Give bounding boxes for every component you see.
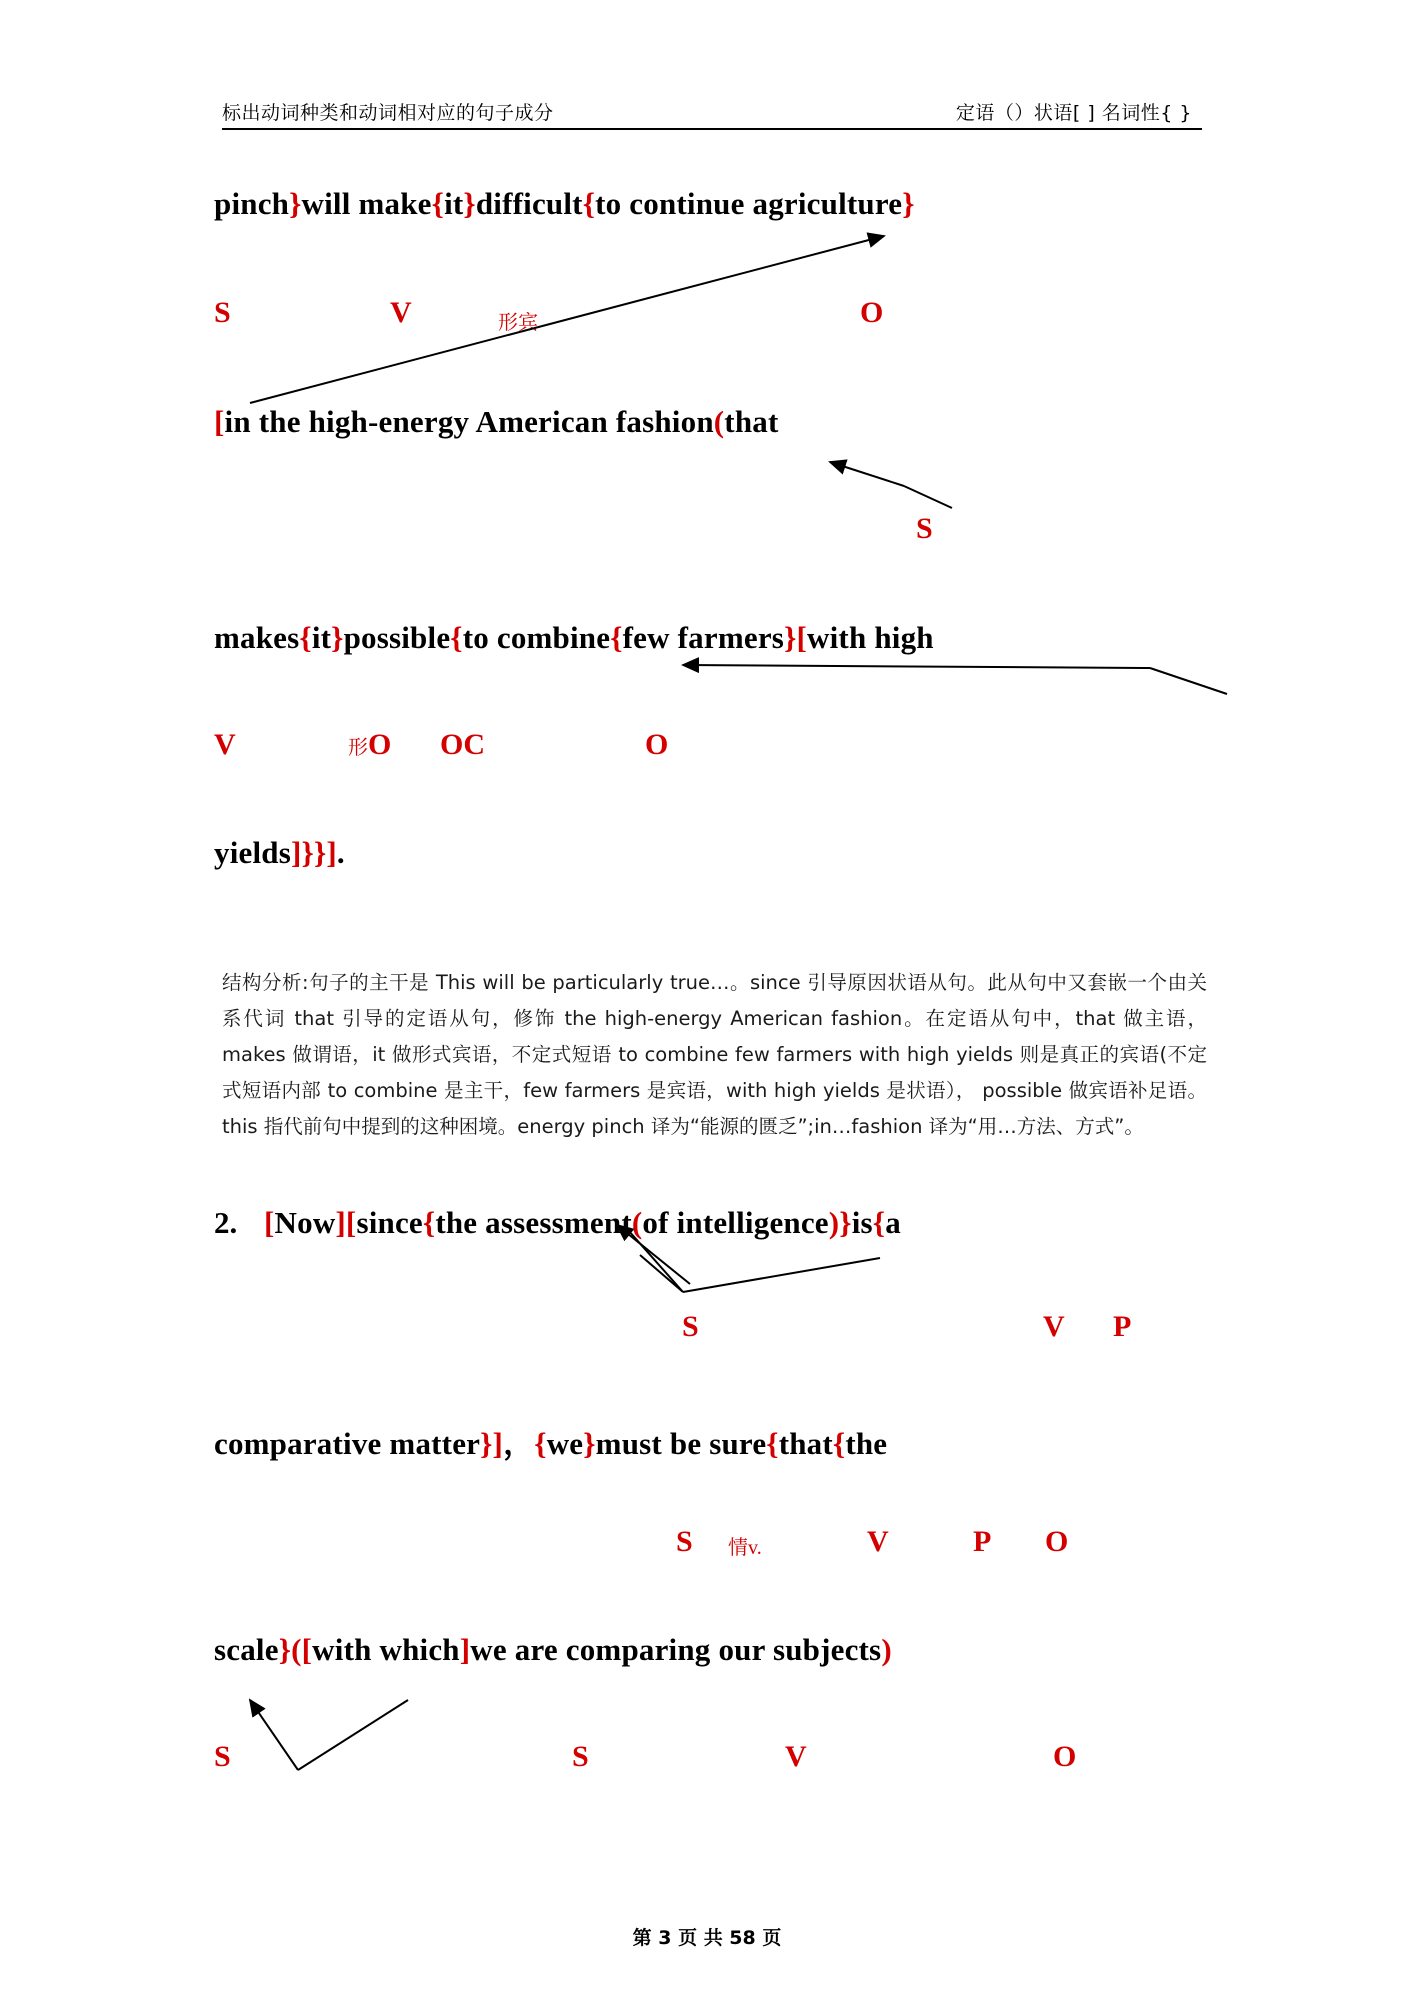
sentence2-number: 2. xyxy=(214,1205,238,1240)
sentence1-label-v: V xyxy=(390,296,412,329)
arrow-3 xyxy=(683,665,1150,668)
sentence1-label-s: S xyxy=(214,296,231,329)
structure-analysis-paragraph: 结构分析:句子的主干是 This will be particularly true…。since 引导原因状语从句。此从句中又套嵌一个由关系代词 that 引导的定语从句，修饰 the high-energy American fashion。在定语从句中，that 做主语，makes 做谓语，it 做形式宾语，不定式短语 to combine few farmers with high yields 则是真正的宾语(不定式短语内部 to combine 是主干，few farmers 是宾语，with high yields 是状语）， possible 做宾语补足语。this 指代前句中提到的这种困境。energy pinch 译为“能源的匮乏”;in…fashion 译为“用…方法、方式”。 xyxy=(222,971,1207,1138)
arrow-4-tail2 xyxy=(683,1258,880,1292)
arrow-5-tail xyxy=(298,1700,408,1770)
arrow-3-tail xyxy=(1150,668,1227,694)
sentence1-line2: [in the high-energy American fashion(that xyxy=(214,404,779,439)
sentence2-line3-label-v: V xyxy=(785,1740,807,1773)
sentence1-line3-label-v: V xyxy=(214,728,236,761)
sentence2-line1-label-v: V xyxy=(1043,1310,1065,1343)
sentence1-line2-label-s: S xyxy=(916,512,933,545)
header-divider xyxy=(222,128,1202,130)
sentence2-line2-label-qing: 情v. xyxy=(728,1535,762,1559)
arrow-4-spacer xyxy=(660,1255,700,1300)
sentence2-line1: [Now][since{the assessment(of intelligence)}is{a xyxy=(264,1205,901,1240)
arrow-1 xyxy=(250,236,884,403)
header-left-text: 标出动词种类和动词相对应的句子成分 xyxy=(222,102,554,124)
sentence1-label-xingbin: 形宾 xyxy=(498,310,538,334)
sentence2-line1-label-s: S xyxy=(682,1310,699,1343)
sentence2-line2-label-p: P xyxy=(973,1525,992,1558)
sentence1-line1: pinch}will make{it}difficult{to continue agriculture} xyxy=(214,186,915,221)
arrow-5 xyxy=(250,1700,298,1770)
arrow-2-tail xyxy=(904,486,952,508)
sentence1-label-o: O xyxy=(860,296,884,329)
sentence1-line3-label-xing-o: 形O xyxy=(348,728,392,761)
page-footer: 第 3 页 共 58 页 xyxy=(632,1927,782,1949)
sentence1-line3: makes{it}possible{to combine{few farmers}[with high xyxy=(214,620,934,655)
sentence2-line1-label-p: P xyxy=(1113,1310,1132,1343)
sentence2-line3-label-s2: S xyxy=(572,1740,589,1773)
sentence1-line3-label-oc: OC xyxy=(440,728,485,761)
sentence2-line3-label-o: O xyxy=(1053,1740,1077,1773)
sentence2-line2-label-o: O xyxy=(1045,1525,1069,1558)
page-header xyxy=(222,98,1202,125)
sentence1-line4: yields]}}]. xyxy=(214,835,345,870)
sentence1-line3-label-o2: O xyxy=(645,728,669,761)
sentence2-line3-label-s1: S xyxy=(214,1740,231,1773)
arrow-2 xyxy=(830,462,904,486)
sentence2-line2-label-s: S xyxy=(676,1525,693,1558)
sentence2-line2: comparative matter}]，{we}must be sure{that{the xyxy=(214,1426,888,1461)
sentence2-line3: scale}([with which]we are comparing our subjects) xyxy=(214,1632,892,1667)
header-right-text: 定语（）状语[ ] 名词性{ } xyxy=(955,102,1192,124)
arrow-4b xyxy=(640,1255,683,1292)
sentence2-line2-label-v: V xyxy=(867,1525,889,1558)
